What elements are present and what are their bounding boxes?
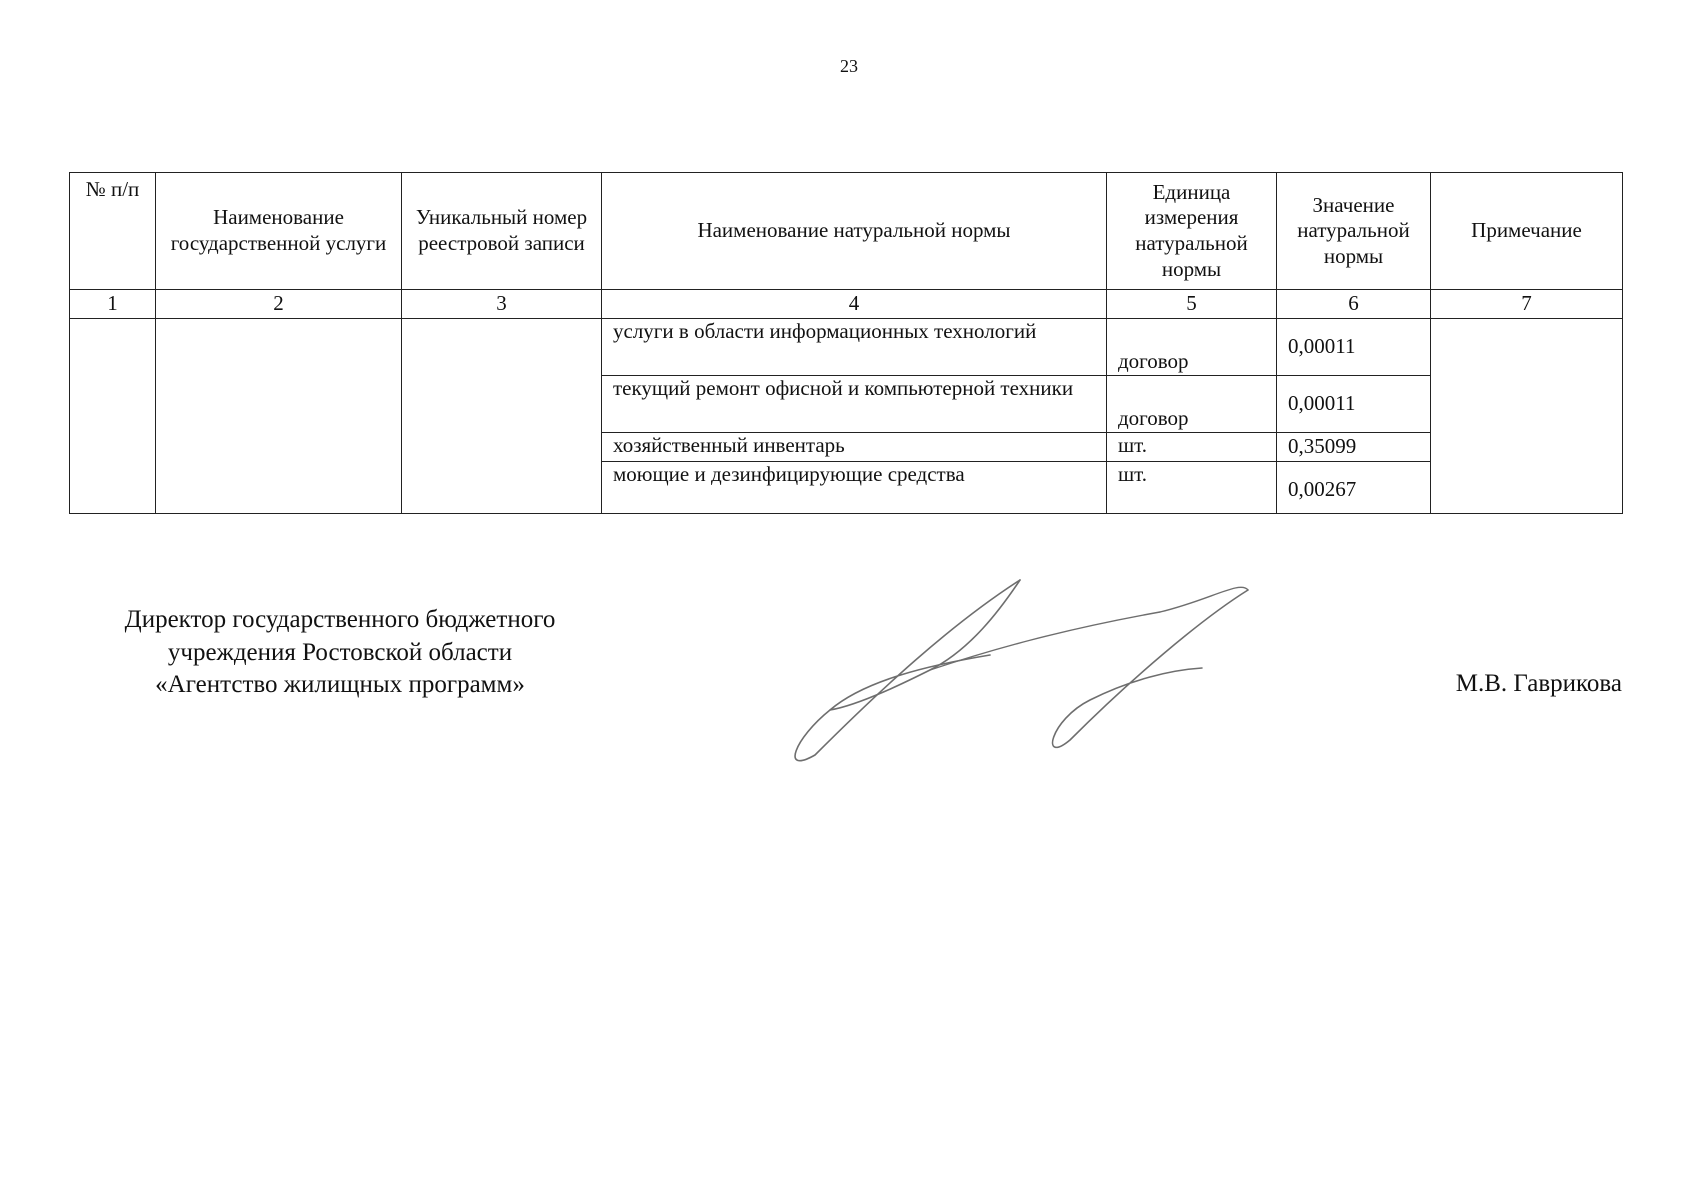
column-index: 6 — [1277, 290, 1431, 319]
norm-name-cell: хозяйственный инвентарь — [602, 433, 1107, 462]
unit-cell: договор — [1107, 376, 1277, 433]
unit-cell: шт. — [1107, 462, 1277, 514]
signatory-position — [120, 604, 560, 702]
column-index: 1 — [70, 290, 156, 319]
value-cell: 0,00011 — [1277, 376, 1431, 433]
service-name-cell — [156, 319, 402, 514]
norm-name-cell: текущий ремонт офисной и компьютерной техники — [602, 376, 1107, 433]
column-index: 4 — [602, 290, 1107, 319]
value-cell: 0,00267 — [1277, 462, 1431, 514]
handwritten-signature — [770, 570, 1260, 780]
norm-name-cell: услуги в области информационных технологий — [602, 319, 1107, 376]
header-unit: Единица измерения натуральной нормы — [1107, 173, 1277, 290]
header-note: Примечание — [1431, 173, 1623, 290]
natural-norms-table — [69, 172, 1623, 514]
header-norm-name: Наименование натуральной нормы — [602, 173, 1107, 290]
value-cell: 0,35099 — [1277, 433, 1431, 462]
signatory-position-line: учреждения Ростовской области — [167, 638, 513, 666]
header-row — [70, 173, 1623, 290]
signatory-position-line: Директор государственного бюджетного — [124, 606, 556, 633]
signatory-name: М.В. Гаврикова — [1455, 670, 1622, 697]
norm-name-cell: моющие и дезинфицирующие средства — [602, 462, 1107, 514]
signatory-position-line: «Агентство жилищных программ» — [155, 671, 525, 698]
unit-cell: шт. — [1107, 433, 1277, 462]
table-row — [70, 319, 1623, 376]
column-index: 3 — [402, 290, 602, 319]
column-index: 7 — [1431, 290, 1623, 319]
header-service-name: Наименование государственной услуги — [156, 173, 402, 290]
header-number: № п/п — [70, 173, 156, 290]
note-cell — [1431, 319, 1623, 514]
column-index: 5 — [1107, 290, 1277, 319]
registry-number-cell — [402, 319, 602, 514]
column-index-row — [70, 290, 1623, 319]
header-registry-number: Уникальный номер реестровой записи — [402, 173, 602, 290]
value-cell: 0,00011 — [1277, 319, 1431, 376]
column-index: 2 — [156, 290, 402, 319]
number-cell — [70, 319, 156, 514]
page-number: 23 — [840, 56, 858, 76]
header-value: Значение натуральной нормы — [1277, 173, 1431, 290]
unit-cell: договор — [1107, 319, 1277, 376]
